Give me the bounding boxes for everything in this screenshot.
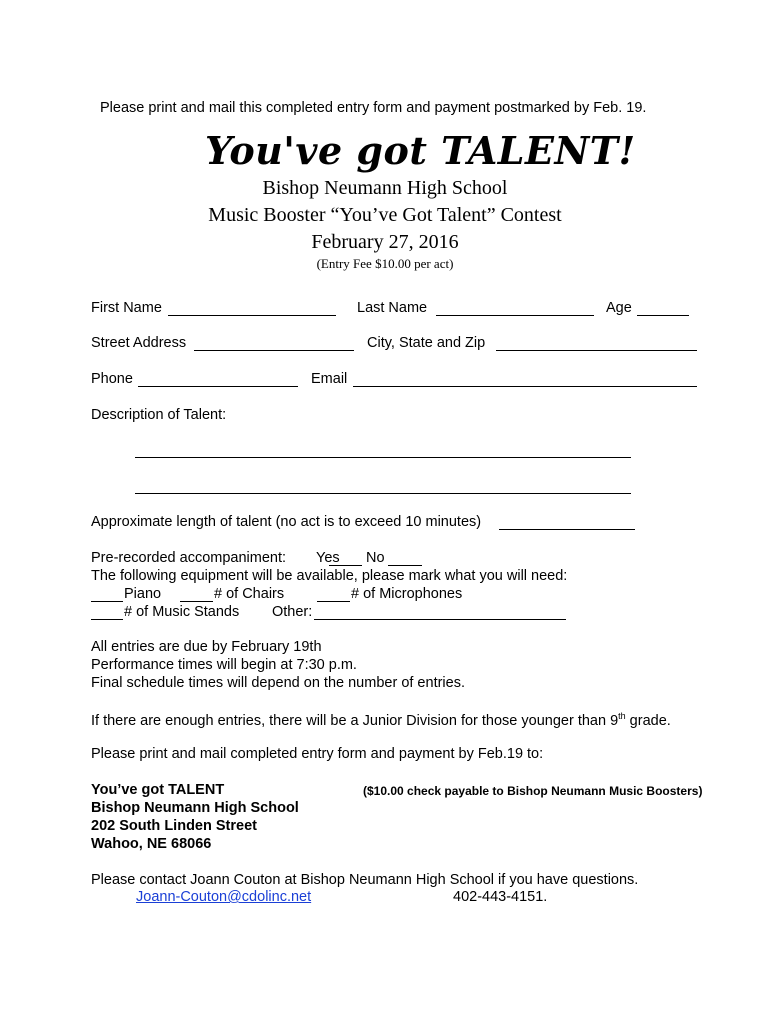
- address-line-3: 202 South Linden Street: [91, 818, 257, 834]
- stands-label: # of Music Stands: [124, 604, 240, 620]
- entry-fee: (Entry Fee $10.00 per act): [316, 256, 454, 271]
- other-field[interactable]: [314, 619, 566, 620]
- piano-label: Piano: [124, 586, 162, 602]
- check-note: ($10.00 check payable to Bishop Neumann Music Boosters): [363, 784, 703, 798]
- first-name-label: First Name: [91, 300, 162, 316]
- email-field[interactable]: [353, 386, 697, 387]
- description-line-2[interactable]: [135, 493, 631, 494]
- address-line-4: Wahoo, NE 68066: [91, 836, 212, 852]
- stands-field[interactable]: [91, 619, 123, 620]
- length-label: Approximate length of talent (no act is to exceed 10 minutes): [91, 514, 482, 530]
- contact-email-link[interactable]: Joann-Couton@cdolinc.net: [136, 889, 312, 905]
- accompaniment-label: Pre-recorded accompaniment:: [91, 550, 287, 566]
- microphones-field[interactable]: [317, 601, 350, 602]
- equipment-intro: The following equipment will be available, please mark what you will need:: [91, 568, 568, 584]
- contest-date: February 27, 2016: [311, 231, 459, 253]
- chairs-label: # of Chairs: [214, 586, 285, 602]
- age-field[interactable]: [637, 315, 689, 316]
- school-name: Bishop Neumann High School: [262, 177, 508, 199]
- description-label: Description of Talent:: [91, 407, 227, 423]
- age-label: Age: [606, 300, 632, 316]
- junior-division-main: If there are enough entries, there will be a Junior Division for those younger than 9: [91, 712, 619, 729]
- mail-by-text: Please print and mail completed entry form and payment by Feb.19 to:: [91, 746, 544, 762]
- first-name-field[interactable]: [168, 315, 336, 316]
- city-label: City, State and Zip: [367, 335, 486, 351]
- yes-label: Yes: [316, 550, 340, 566]
- city-field[interactable]: [496, 350, 697, 351]
- no-label: No: [366, 550, 385, 566]
- last-name-field[interactable]: [436, 315, 594, 316]
- contact-text: Please contact Joann Couton at Bishop Neumann High School if you have questions.: [91, 872, 639, 888]
- address-line-2: Bishop Neumann High School: [91, 800, 299, 816]
- phone-label: Phone: [91, 371, 133, 387]
- junior-division-text: [91, 711, 671, 729]
- schedule-text: Final schedule times will depend on the number of entries.: [91, 675, 465, 691]
- junior-division-end: grade.: [625, 712, 671, 729]
- due-date-text: All entries are due by February 19th: [91, 639, 322, 655]
- contest-name: Music Booster “You’ve Got Talent” Contest: [208, 204, 562, 226]
- address-line-1: You’ve got TALENT: [91, 782, 225, 798]
- no-field[interactable]: [388, 565, 422, 566]
- contact-phone: 402-443-4151.: [453, 889, 548, 905]
- phone-field[interactable]: [138, 386, 298, 387]
- yes-field[interactable]: [329, 565, 362, 566]
- street-label: Street Address: [91, 335, 187, 351]
- performance-times-text: Performance times will begin at 7:30 p.m.: [91, 657, 357, 673]
- mail-instruction: Please print and mail this completed entry form and payment postmarked by Feb. 19.: [100, 100, 647, 116]
- other-label: Other:: [272, 604, 313, 620]
- piano-field[interactable]: [91, 601, 123, 602]
- page-title: You've got TALENT!: [205, 128, 636, 173]
- street-field[interactable]: [194, 350, 354, 351]
- description-line-1[interactable]: [135, 457, 631, 458]
- junior-division-sup: th: [618, 711, 626, 721]
- last-name-label: Last Name: [357, 300, 428, 316]
- microphones-label: # of Microphones: [351, 586, 463, 602]
- email-label: Email: [311, 371, 348, 387]
- chairs-field[interactable]: [180, 601, 213, 602]
- length-field[interactable]: [499, 529, 635, 530]
